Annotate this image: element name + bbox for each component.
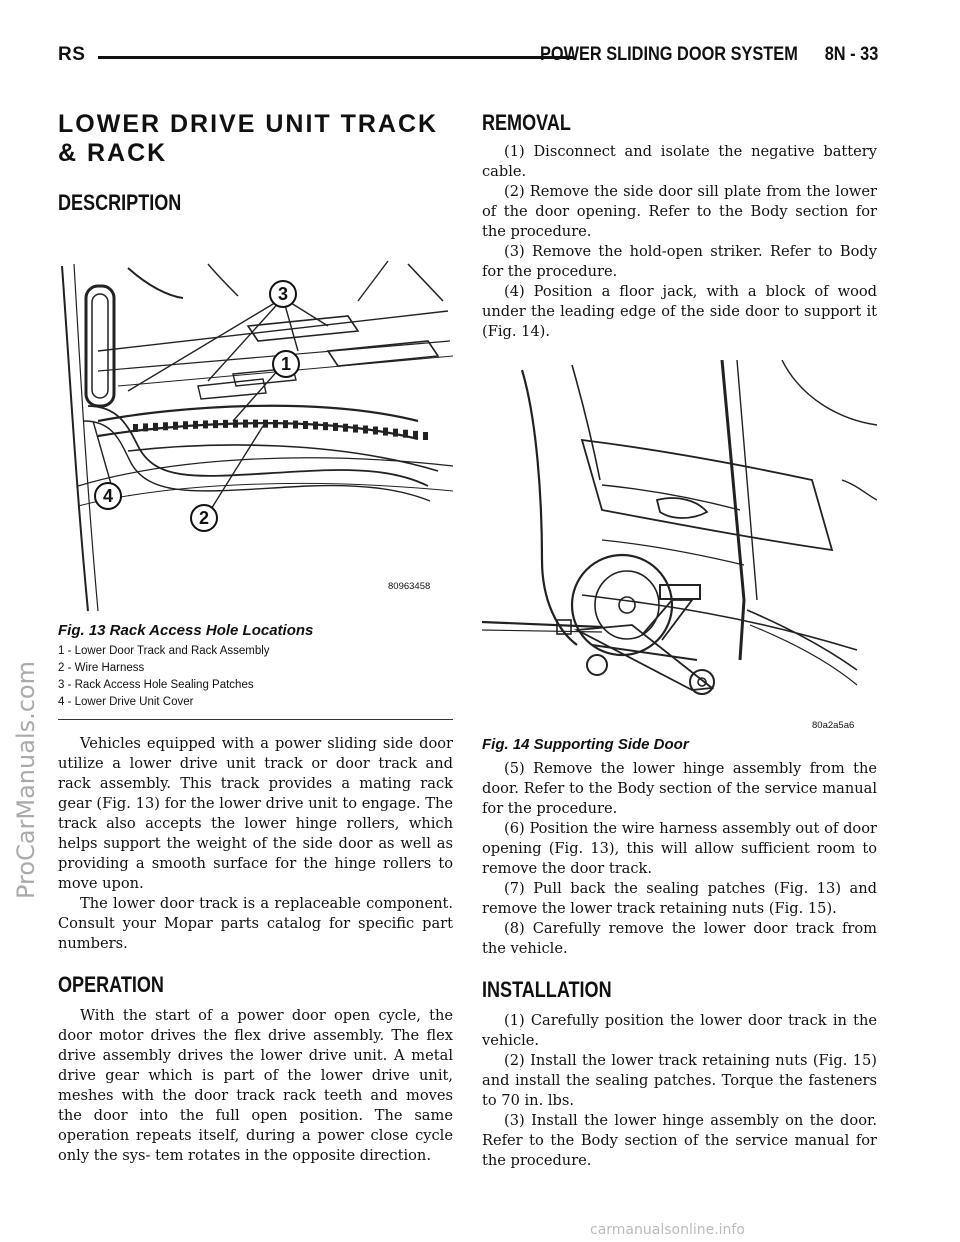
floor-jack-illustration <box>482 360 877 730</box>
rack-tooth <box>143 423 148 431</box>
left-column <box>58 110 453 1166</box>
legend-item: 4 - Lower Drive Unit Cover <box>58 696 194 708</box>
figure-13-title: Fig. 13 Rack Access Hole Locations <box>58 622 314 639</box>
removal-step: (6) Position the wire harness assembly out of door opening (Fig. 13), this will allow sufficient room to remove the door track. <box>482 820 877 877</box>
legend-item: 3 - Rack Access Hole Sealing Patches <box>58 679 254 691</box>
rack-tooth <box>403 430 408 438</box>
legend-item: 2 - Wire Harness <box>58 662 145 674</box>
door-handle <box>657 498 707 518</box>
installation-step: (2) Install the lower track retaining nuts (Fig. 15) and install the sealing patches. Torque the fasteners to 70 in. lbs. <box>482 1052 877 1109</box>
rack-tooth <box>283 420 288 428</box>
rack-tooth <box>373 426 378 434</box>
figure-13 <box>58 256 453 720</box>
callout-4: 4 <box>102 486 114 506</box>
removal-step: (8) Carefully remove the lower door track from the vehicle. <box>482 920 877 957</box>
installation-heading: INSTALLATION <box>482 977 612 1002</box>
sealing-patch-b <box>328 341 438 366</box>
rack-tooth <box>333 423 338 431</box>
bottom-watermark: carmanualsonline.info <box>590 1222 745 1238</box>
rack-tooth <box>163 422 168 430</box>
rack-tooth <box>343 424 348 432</box>
page-header <box>58 44 878 74</box>
rack-tooth <box>423 432 428 440</box>
removal-step: (7) Pull back the sealing patches (Fig. 13) and remove the lower track retaining nuts (Fig. 15). <box>482 880 877 917</box>
installation-step: (3) Install the lower hinge assembly on the door. Refer to the Body section of the service manual for the procedure. <box>482 1112 877 1169</box>
door-frame-edge <box>62 266 88 611</box>
operation-paragraph: With the start of a power door open cycle, the door motor drives the flex drive assembly. The flex drive assembly drives the lower drive unit. A metal drive gear which is part of the lower drive unit, meshes with the door track rack teeth and moves the door into the full open position. The same operation repeats itself, during a power close cycle only the sys- tem rotates in the opposite direction. <box>58 1007 453 1164</box>
rack-tooth <box>323 422 328 430</box>
rack-tooth <box>203 420 208 428</box>
rack-tooth <box>183 421 188 429</box>
jack-handle <box>482 622 602 627</box>
section-main-title: LOWER DRIVE UNIT TRACK & RACK <box>58 110 439 167</box>
rack-tooth <box>153 423 158 431</box>
installation-step: (1) Carefully position the lower door track in the vehicle. <box>482 1012 877 1049</box>
rack-access-illustration <box>58 256 453 616</box>
door-handle-recess <box>86 286 114 406</box>
callout-2: 2 <box>198 508 210 528</box>
jack-frame <box>577 625 712 690</box>
lower-door-track <box>98 406 418 421</box>
figure-13-legend <box>58 643 453 711</box>
rack-tooth <box>263 420 268 428</box>
right-column <box>482 110 877 1171</box>
rack-tooth <box>233 420 238 428</box>
removal-step: (2) Remove the side door sill plate from the lower of the door opening. Refer to the Body section for the procedure. <box>482 183 877 240</box>
header-title: POWER SLIDING DOOR SYSTEM <box>540 44 798 65</box>
side-watermark: ProCarManuals.com <box>12 660 40 900</box>
header-page-number: 8N - 33 <box>824 44 878 65</box>
rack-tooth <box>313 422 318 430</box>
rack-tooth <box>243 420 248 428</box>
rack-tooth <box>133 424 138 432</box>
description-heading: DESCRIPTION <box>58 190 182 215</box>
rack-tooth <box>413 431 418 439</box>
rack-tooth <box>363 426 368 434</box>
wood-block <box>660 585 700 599</box>
legend-item: 1 - Lower Door Track and Rack Assembly <box>58 645 270 657</box>
rack-tooth <box>213 420 218 428</box>
removal-step: (4) Position a floor jack, with a block of wood under the leading edge of the side door to support it (Fig. 14). <box>482 283 877 340</box>
rack-tooth <box>353 425 358 433</box>
removal-step: (5) Remove the lower hinge assembly from the door. Refer to the Body section of the service manual for the procedure. <box>482 760 877 817</box>
rack-tooth <box>193 421 198 429</box>
header-rule <box>98 56 573 59</box>
removal-heading: REMOVAL <box>482 110 571 135</box>
figure-14-code: 80a2a5a6 <box>812 720 855 731</box>
rack-tooth <box>383 428 388 436</box>
rack-tooth <box>303 421 308 429</box>
callout-3: 3 <box>277 284 289 304</box>
rack-tooth <box>393 429 398 437</box>
rack-tooth <box>293 421 298 429</box>
rack-tooth <box>173 422 178 430</box>
rack-tooth <box>223 420 228 428</box>
figure-14-title: Fig. 14 Supporting Side Door <box>482 736 689 753</box>
rack-tooth <box>253 420 258 428</box>
description-paragraph: Vehicles equipped with a power sliding side door utilize a lower drive unit track or door track and rack assembly. This track provides a mating rack gear (Fig. 13) for the lower drive unit to engage. The track also accepts the lower hinge rollers, which helps support the weight of the side door as well as providing a smooth surface for the hinge rollers to move upon. <box>58 735 453 892</box>
figure-13-code: 80963458 <box>388 581 431 592</box>
figure-14 <box>482 360 877 753</box>
removal-step: (3) Remove the hold-open striker. Refer to Body for the procedure. <box>482 243 877 280</box>
rack-tooth <box>273 420 278 428</box>
sealing-patch-a <box>248 316 358 341</box>
removal-step: (1) Disconnect and isolate the negative battery cable. <box>482 143 877 180</box>
jack-wheel <box>587 655 607 675</box>
operation-heading: OPERATION <box>58 972 164 997</box>
description-paragraph: The lower door track is a replaceable component. Consult your Mopar parts catalog for specific part numbers. <box>58 895 453 952</box>
vehicle-body-outline <box>522 370 577 645</box>
callout-1: 1 <box>280 354 292 374</box>
header-section-code: RS <box>58 44 86 65</box>
jack-wheel <box>690 670 714 694</box>
